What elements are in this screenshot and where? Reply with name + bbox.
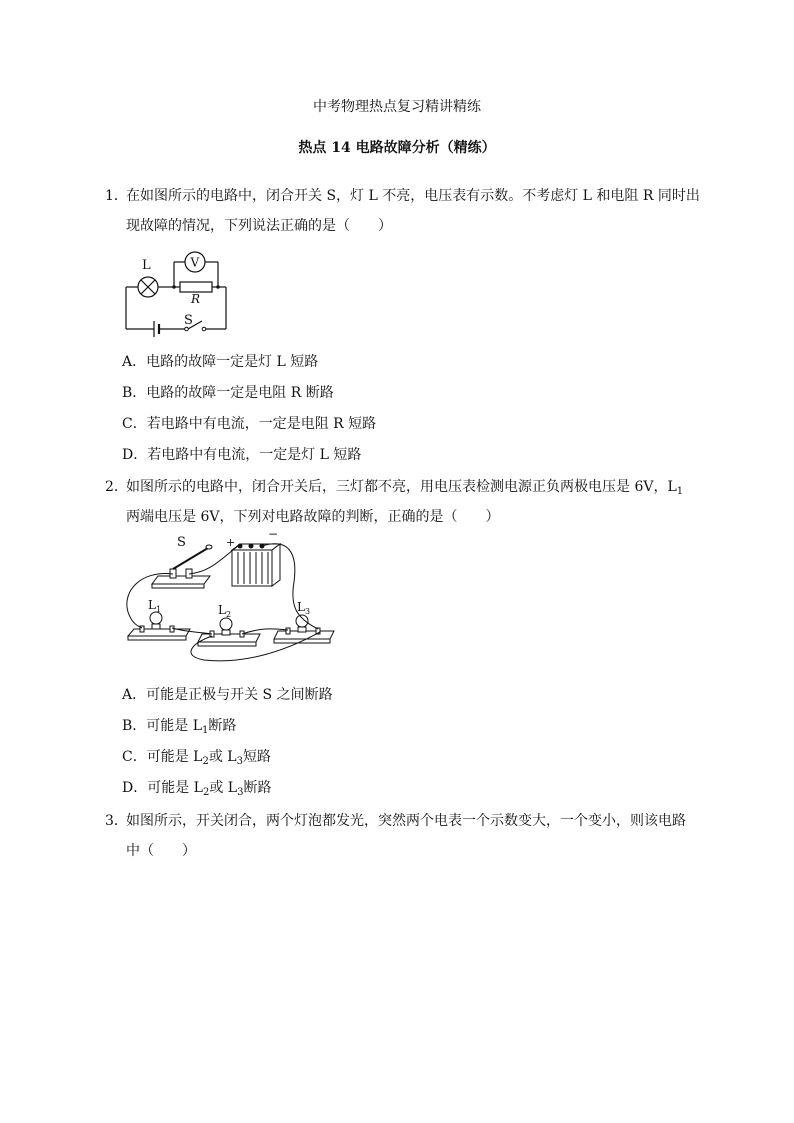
question-text: 如图所示的电路中，闭合开关后，三灯都不亮，用电压表检测电源正负两极电压是 6V，$L_1$	[126, 479, 684, 497]
section-title: 热点 14 电路故障分析（精练）	[298, 140, 496, 156]
question-number: 2．	[105, 479, 128, 495]
option-a[interactable]: A．可能是正极与开关 S 之间断路	[122, 687, 333, 703]
option-c[interactable]: C．若电路中有电流，一定是电阻 R 短路	[122, 416, 377, 432]
page-title: 中考物理热点复习精讲精练	[313, 99, 481, 115]
question-text: 中（ ）	[126, 843, 196, 859]
lamp-label-2: $L_2$	[218, 603, 232, 619]
option-c[interactable]: C．可能是 $L_2$或 $L_3$短路	[122, 749, 271, 767]
question-number: 3．	[105, 813, 128, 829]
lamp-label-3: $L_3$	[297, 600, 311, 616]
option-d[interactable]: D．可能是 $L_2$或 $L_3$断路	[122, 780, 272, 798]
switch-label: S	[184, 313, 193, 328]
lamp-label-1: $L_1$	[148, 598, 162, 614]
lamp-label: L	[142, 258, 151, 273]
switch-label: S	[177, 535, 186, 550]
circuit-diagram-1	[118, 248, 238, 334]
minus-label: −	[268, 527, 279, 541]
option-b[interactable]: B．电路的故障一定是电阻 R 断路	[122, 385, 334, 401]
circuit-diagram-2	[120, 527, 340, 662]
question-text: 如图所示，开关闭合，两个灯泡都发光，突然两个电表一个示数变大，一个变小，则该电路	[126, 813, 686, 829]
resistor-label: R	[191, 292, 201, 306]
option-d[interactable]: D．若电路中有电流，一定是灯 L 短路	[122, 447, 362, 463]
option-a[interactable]: A．电路的故障一定是灯 L 短路	[122, 354, 319, 370]
question-text: 现故障的情况，下列说法正确的是（ ）	[126, 218, 392, 234]
question-text: 在如图所示的电路中，闭合开关 S，灯 L 不亮，电压表有示数。不考虑灯 L 和电阻 R 同时出	[126, 188, 700, 204]
plus-label: +	[226, 536, 236, 549]
question-text: 两端电压是 6V，下列对电路故障的判断，正确的是（ ）	[126, 509, 500, 525]
question-number: 1．	[105, 188, 128, 204]
voltmeter-label: V	[190, 255, 200, 270]
option-b[interactable]: B．可能是 $L_1$断路	[122, 718, 237, 736]
